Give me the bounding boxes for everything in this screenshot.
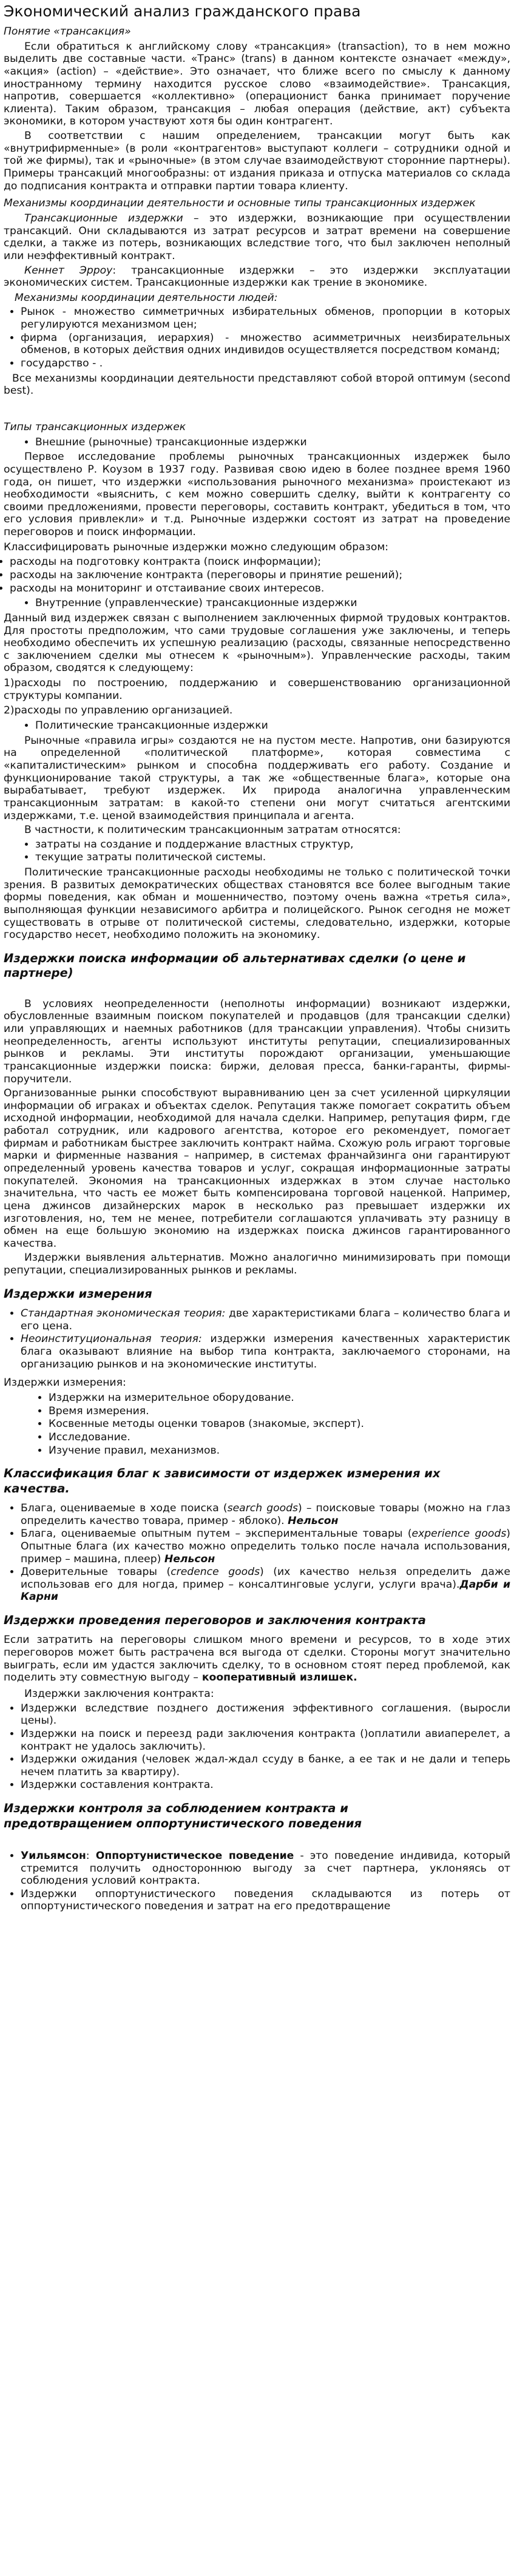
section-heading-goods-classification: Классификация благ к зависимости от издержек измерения их качества.: [4, 1466, 441, 1495]
item-text: Блага, оцениваемые опытным путем – экспериментальные товары (: [21, 1528, 412, 1540]
goods-list: [4, 1502, 510, 1603]
quote-text: : трансакционные издержки – это издержки эксплуатации экономических систем. Трансакционные издержки как трение в экономике.: [4, 264, 510, 289]
paragraph: Издержки выявления альтернатив. Можно аналогично минимизировать при помощи репутации, специализированных рынков и рекламы.: [4, 1252, 510, 1277]
market-costs-list: [4, 556, 510, 595]
paragraph: Организованные рынки способствуют выравниванию цен за счет усиленной циркуляции информации об играках и объектах сделок. Репутация также помогает сократить объем исходной информации, необходимой для начала сделки. Например, репутация фирм, где работал сотрудник, или кадрового агентства, которое его рекомендует, помогает фирмам и работникам быстрее заключить контракт найма. Схожую роль играют торговые марки и фирменные названия – например, в системах франчайзинга они гарантируют определенный уровень качества товаров и услуг, сокращая информационные затраты покупателей. Экономия на трансакционных издержках в этом случае настолько значительна, что часть ее может быть компенсирована торговой наценкой. Например, цена джинсов дизайнерских марок в несколько раз превышает издержки их изготовления, но, тем не менее, потребители соглашаются уплачивать эту разницу в обмен на еще большую экономию на издержках поиска джинсов гарантированного качества.: [4, 1087, 510, 1250]
opportunism-list: [4, 1850, 510, 1913]
item-term: experience goods: [411, 1528, 507, 1540]
list-item: • текущие затраты политической системы.: [35, 851, 510, 864]
mechanisms-list: [4, 306, 510, 369]
item-text: Издержки оппортунистического поведения складываются из потерь от оппортунистического поведения и затрат на его предотвращение: [21, 1887, 510, 1913]
paragraph: [4, 1634, 510, 1684]
item-text: ) Опытные блага (их качество можно определить только после начала использования, пример – машина, плеер): [21, 1528, 510, 1565]
item-text: ) – поисковые товары (можно на глаз определить качество товара, пример - яблоко).: [21, 1502, 510, 1527]
section-heading-types: Типы трансакционных издержек: [4, 420, 186, 433]
list-item: • Время измерения.: [49, 1405, 510, 1418]
theory-text: две характеристиками блага – количество блага и его цена.: [21, 1307, 510, 1332]
paragraph: Все механизмы координации деятельности представляют собой второй оптимум (second best).: [4, 372, 510, 397]
item-term: search goods: [227, 1502, 299, 1514]
item-text: Блага, оцениваемые в ходе поиска (: [21, 1502, 228, 1514]
item-term: Оппортунистическое поведение: [95, 1849, 294, 1862]
arrow-quote: [4, 265, 510, 289]
list-item: • Издержки ожидания (человек ждал-ждал ссуду в банке, а ее так и не дали и теперь нечем платить за квартиру).: [21, 1753, 510, 1778]
list-item: [21, 1850, 510, 1887]
section-heading-control: Издержки контроля за соблюдением контракта и предотвращением оппортунистического поведения: [4, 1801, 362, 1830]
paragraph: Первое исследование проблемы рыночных трансакционных издержек было осуществлено Р. Коузом в 1937 году. Развивая свою идею в более позднее время 1960 года, он пишет, что издержки «использования рыночного механизма» проистекают из необходимости «выяснить, с кем можно совершить сделку, выйти к контрагенту со своими предложениями, провести переговоры, составить контракт, убедиться в том, что его условия привлекли» и т.д. Рыночные издержки состоят из затрат на проведение переговоров и поиск информации.: [4, 451, 510, 539]
author-name: Кеннет Эрроу: [24, 264, 113, 277]
subsection-external: • Внешние (рыночные) трансакционные издержки: [35, 436, 510, 449]
list-item: • Исследование.: [49, 1431, 510, 1444]
list-item: • государство - .: [21, 357, 510, 370]
section-heading-measurement: Издержки измерения: [4, 1286, 152, 1301]
paragraph: В частности, к политическим трансакционным затратам относятся:: [24, 824, 401, 837]
separator: :: [86, 1849, 96, 1862]
paragraph: В условиях неопределенности (неполноты информации) возникают издержки, обусловленные взаимным поиском покупателей и продавцов (для трансакции сделки) или управляющих и наемных работников (для трансакции управления). Чтобы снизить неопределенность, агенты используют институты репутации, специализированных рынков и рекламы. Эти институты порождают организации, уменьшающие трансакционные издержки поиска: биржи, деловая пресса, банки-гаранты, фирмы-поручители.: [4, 997, 510, 1085]
list-item: [21, 1502, 510, 1527]
paragraph-text: Если затратить на переговоры слишком много времени и ресурсов, то в ходе этих переговоров может быть растрачена вся выгода от сделки. Стороны могут значительно выиграть, если им удастся заключить сделку, то в основном стоят перед проблемой, как поделить эту совместную выгоду –: [4, 1634, 510, 1684]
item-text: Доверительные товары (: [21, 1566, 171, 1579]
paragraph: Классифицировать рыночные издержки можно следующим образом:: [4, 541, 389, 553]
item-text: ) (их качество нельзя определить даже использовав его для ногда, пример – консалтинговые услуги, услуги врача).: [21, 1566, 510, 1591]
item-text: - это поведение индивида, который стремится получить одностороннюю выгоду за счет партнера, уклоняясь от соблюдения условий контракта.: [21, 1849, 511, 1887]
list-item: • затраты на создание и поддержание властных структур,: [35, 838, 510, 851]
author-name: Уильямсон: [21, 1849, 86, 1862]
list-item: • фирма (организация, иерархия) - множество асимметричных неизбирательных обменов, в которых действия одних индивидов осуществляется посредством команд;: [21, 332, 510, 357]
section-heading-mechanisms: Механизмы координации деятельности и основные типы трансакционных издержек: [4, 197, 476, 210]
paragraph: Данный вид издержек связан с выполнением заключенных фирмой трудовых контрактов. Для простоты предположим, что сами трудовые соглашения уже заключены, и теперь необходимо обеспечить их успешную реализацию (расходы, связанные непосредственно с заключением сделки мы отнесем к «рыночным»). Управленческие расходы, таким образом, сводятся к следующему:: [4, 612, 510, 675]
theory-term: Стандартная экономическая теория:: [21, 1307, 226, 1320]
section-heading-transaction: Понятие «трансакция»: [4, 25, 131, 38]
paragraph-emphasis: кооперативный излишек.: [198, 1671, 357, 1684]
list-item: [21, 1333, 510, 1371]
item-term: credence goods: [171, 1566, 260, 1579]
list-item: • расходы на подготовку контракта (поиск информации);: [10, 556, 510, 568]
list-item: • Издержки на измерительное оборудование.: [49, 1392, 510, 1404]
list-item: • Издержки на поиск и переезд ради заключения контракта ()оплатили авиаперелет, а контракт не удалось заключить).: [21, 1728, 510, 1753]
list-heading: Механизмы координации деятельности людей:: [15, 291, 278, 304]
list-item: • Изучение правил, механизмов.: [49, 1445, 510, 1457]
list-item: • Издержки вследствие позднего достижения эффективного соглашения. (выросли цены).: [21, 1702, 510, 1727]
paragraph: Рыночные «правила игры» создаются не на пустом месте. Напротив, они базируются на определенной «политической платформе», которая совместима с «капиталистическим» рынком и способна поддерживать его работу. Создание и функционирование такой структуры, а так же «общественные блага», которые она вырабатывает, требуют издержек. Их природа аналогична управленческим трансакционным затратам: в какой-то степени они могут считаться агентскими издержками, т.е. ценой взаимодействия принципала и агента.: [4, 734, 510, 822]
definition-paragraph: [4, 212, 510, 263]
paragraph: Если обратиться к английскому слову «трансакция» (transaction), то в нем можно выделить две составные части. «Транс» (trans) в данном контексте означает «между», «акция» (action) – «действие». Это означает, что ближе всего по смыслу к данному иностранному термину находится русское слово «взаимодействие». Трансакция, напротив, совершается «коллективно» (операционист банка принимает поручение клиента). Таким образом, трансакция – любая операция (действие, акт) субъекта экономики, в котором участвуют хотя бы один контрагент.: [4, 40, 510, 128]
list-item: [21, 1528, 510, 1565]
subsection-internal: • Внутренние (управленческие) трансакционные издержки: [35, 597, 510, 610]
list-item: • расходы на мониторинг и отстаивание своих интересов.: [10, 582, 510, 595]
political-costs-list: [4, 838, 510, 864]
list-item: • Косвенные методы оценки товаров (знакомые, эксперт).: [49, 1418, 510, 1431]
theory-list: [4, 1307, 510, 1371]
subsection-list: [4, 436, 510, 449]
list-item: [21, 1566, 510, 1603]
item-author: Нельсон: [288, 1514, 339, 1527]
list-item: [21, 1888, 510, 1913]
theory-term: Неоинституциональная теория:: [21, 1333, 202, 1346]
contract-costs-list: [4, 1702, 510, 1792]
definition-term: Трансакционные издержки: [24, 212, 183, 224]
subsection-list: [4, 597, 510, 610]
list-item: • расходы на заключение контракта (переговоры и принятие решений);: [10, 569, 510, 582]
numbered-item: 2)расходы по управлению организацией.: [4, 704, 233, 717]
definition-text: – это издержки, возникающие при осуществлении трансакций. Они складываются из затрат ресурсов и затрат времени на совершение сделки, а также из потерь, возникающих вследствие того, что был заключен неполный или неэффективный контракт.: [4, 212, 510, 262]
page-title: Экономический анализ гражданского права: [4, 2, 361, 20]
paragraph: Политические трансакционные расходы необходимы не только с политической точки зрения. В развитых демократических обществах становятся все более выгодным такие формы поведения, как обман и мошенничество, поэтому очень важна «третья сила», выполняющая функции независимого арбитра и полицейского. Рынок сегодня не может существовать в отрыве от политической системы, следовательно, издержки, которые государство несет, необходимо положить на экономику.: [4, 866, 510, 942]
list-item: [21, 1307, 510, 1332]
item-author: Дарби и Карни: [21, 1578, 510, 1603]
list-item: • Рынок - множество симметричных избирательных обменов, пропорции в которых регулируются механизмом цен;: [21, 306, 510, 331]
list-item: • Издержки составления контракта.: [21, 1779, 510, 1792]
list-heading: Издержки измерения:: [4, 1377, 126, 1389]
subsection-list: [4, 720, 510, 732]
numbered-item: 1)расходы по построению, поддержанию и совершенствованию организационной структуры компании.: [4, 677, 510, 702]
section-heading-search: Издержки поиска информации об альтернативах сделки (о цене и партнере): [4, 951, 466, 980]
subsection-political: • Политические трансакционные издержки: [35, 720, 510, 732]
theory-text: издержки измерения качественных характеристик блага оказывают влияние на выбор типа контракта, заключаемого сторонами, на организацию рынков и на экономические институты.: [21, 1333, 510, 1371]
list-heading: Издержки заключения контракта:: [24, 1688, 214, 1700]
paragraph: В соответствии с нашим определением, трансакции могут быть как «внутрифирменные» (в роли «контрагентов» выступают коллеги – сотрудники одной и той же фирмы), так и «рыночные» (в этом случае взаимодействуют сторонние партнеры). Примеры трансакций многообразны: от издания приказа и отпуска материалов со склада до подписания контракта и отправки партии товара клиенту.: [4, 130, 510, 192]
item-author: Нельсон: [164, 1553, 215, 1565]
section-heading-negotiation: Издержки проведения переговоров и заключения контракта: [4, 1613, 426, 1628]
measurement-list: [4, 1392, 510, 1457]
